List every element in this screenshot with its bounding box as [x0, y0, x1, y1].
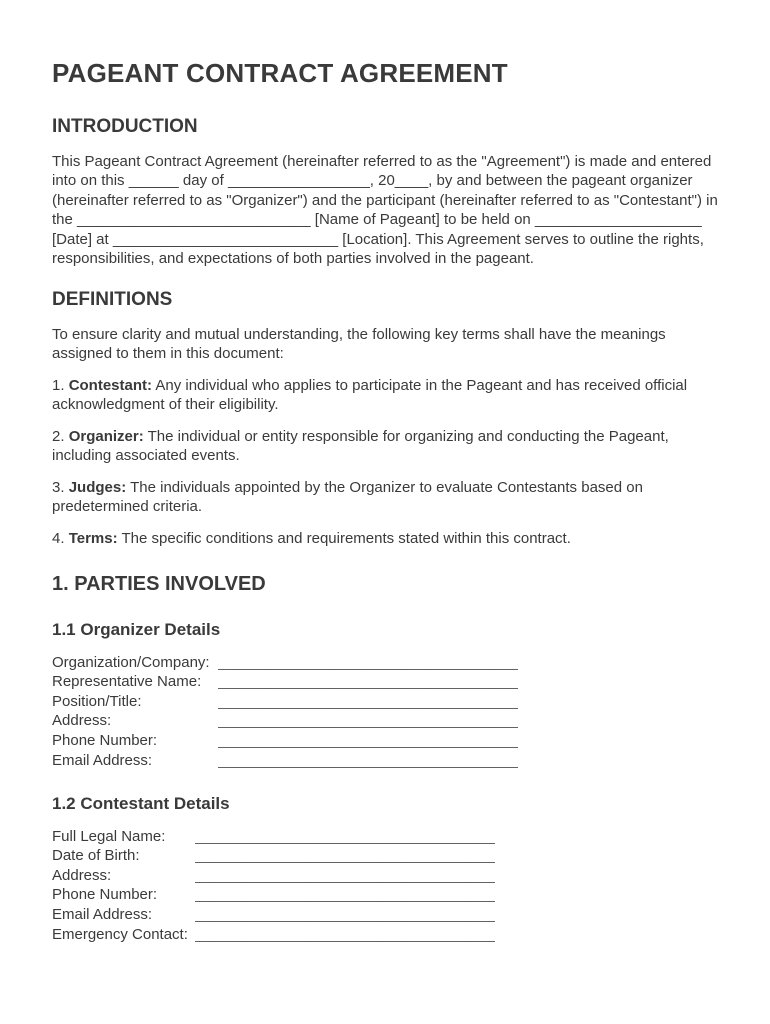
field-label: Phone Number:	[52, 886, 158, 904]
organizer-details-fields	[52, 653, 718, 771]
field-blank-line: ____________________________________	[218, 692, 519, 710]
field-row-organization-company	[52, 653, 718, 673]
section-heading-definitions: DEFINITIONS	[52, 288, 173, 310]
definition-term: Terms:	[68, 529, 118, 547]
field-row-phone-number	[52, 885, 718, 905]
field-blank-line: ____________________________________	[218, 751, 519, 769]
field-blank-line: ____________________________________	[195, 886, 496, 904]
field-row-email-address	[52, 905, 718, 925]
definition-term: Organizer:	[68, 427, 144, 445]
field-label: Email Address:	[52, 751, 153, 769]
definition-item-judges	[52, 478, 718, 517]
contestant-details-fields	[52, 827, 718, 945]
field-row-email-address	[52, 751, 718, 771]
definition-item-contestant	[52, 376, 718, 415]
field-label: Emergency Contact:	[52, 925, 188, 943]
subsection-heading-contestant-details: 1.2 Contestant Details	[52, 794, 230, 814]
field-label: Organization/Company:	[52, 653, 210, 671]
field-row-representative-name	[52, 672, 718, 692]
definition-text: Any individual who applies to participate in the Pageant and has received official acknowledgment of their eligibility.	[52, 376, 688, 414]
field-blank-line: ____________________________________	[195, 925, 496, 943]
field-blank-line: ____________________________________	[195, 906, 496, 923]
definition-text: The individuals appointed by the Organizer to evaluate Contestants based on predetermined criteria.	[52, 478, 643, 516]
field-blank-line: ____________________________________	[218, 653, 519, 671]
field-row-date-of-birth	[52, 846, 718, 866]
field-label: Address:	[52, 866, 112, 884]
subsection-heading-organizer-details: 1.1 Organizer Details	[52, 620, 221, 640]
definition-number: 1.	[52, 376, 65, 394]
field-row-address	[52, 866, 718, 886]
field-label: Phone Number:	[52, 732, 158, 750]
field-label: Representative Name:	[52, 673, 202, 691]
field-row-emergency-contact	[52, 925, 718, 945]
field-blank-line: ____________________________________	[195, 827, 496, 845]
field-row-address	[52, 711, 718, 731]
definition-item-terms	[52, 529, 718, 549]
document-title: PAGEANT CONTRACT AGREEMENT	[52, 58, 508, 88]
definitions-lead-paragraph: To ensure clarity and mutual understanding, the following key terms shall have the meanings assigned to them in this document:	[52, 325, 666, 363]
field-blank-line: ____________________________________	[195, 866, 496, 884]
definition-text: The specific conditions and requirements stated within this contract.	[121, 529, 571, 547]
section-heading-introduction: INTRODUCTION	[52, 116, 198, 138]
field-label: Full Legal Name:	[52, 827, 166, 845]
field-label: Email Address:	[52, 906, 153, 923]
field-blank-line: ____________________________________	[218, 732, 519, 750]
definition-number: 3.	[52, 478, 65, 496]
definition-number: 2.	[52, 427, 65, 445]
field-label: Date of Birth:	[52, 847, 140, 865]
field-blank-line: ____________________________________	[218, 673, 519, 691]
definition-number: 4.	[52, 529, 65, 547]
field-blank-line: ____________________________________	[218, 712, 519, 730]
definition-item-organizer	[52, 427, 718, 466]
definition-term: Judges:	[68, 478, 127, 496]
section-heading-parties-involved: 1. PARTIES INVOLVED	[52, 573, 266, 596]
definition-term: Contestant:	[68, 376, 153, 394]
introduction-paragraph: This Pageant Contract Agreement (hereinafter referred to as the "Agreement") is made and entered into on this ______ day of _________________, 20____, by and between the pageant organizer (hereinafter referred to as "Organizer") and the participant (hereinafter referred to as "Contestant") in the ____________________________ [Name of Pageant] to be held on ____________________ [Date] at ___________________________ [Location]. This Agreement serves to outline the rights, responsibilities, and expectations of both parties involved in the pageant.	[52, 152, 718, 268]
field-row-position-title	[52, 692, 718, 712]
field-row-phone-number	[52, 731, 718, 751]
field-blank-line: ____________________________________	[195, 847, 496, 865]
field-row-full-legal-name	[52, 827, 718, 847]
field-label: Position/Title:	[52, 692, 142, 710]
definition-text: The individual or entity responsible for organizing and conducting the Pageant, including associated events.	[52, 427, 669, 465]
field-label: Address:	[52, 712, 112, 730]
